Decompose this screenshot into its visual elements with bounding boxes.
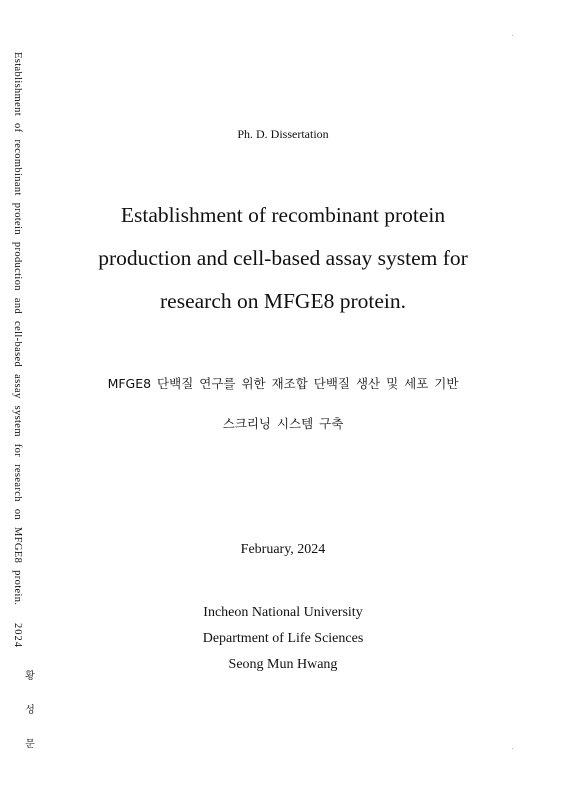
university: Incheon National University — [203, 605, 363, 620]
submission-date: February, 2024 — [240, 542, 326, 557]
author-name: Seong Mun Hwang — [228, 657, 338, 672]
spine-year: 2024 — [12, 623, 23, 648]
korean-title-line: MFGE8 단백질 연구를 위한 재조합 단백질 생산 및 세포 기반 — [107, 376, 459, 391]
degree-label: Ph. D. Dissertation — [237, 127, 329, 141]
title-line: research on MFGE8 protein. — [160, 289, 406, 313]
department: Department of Life Sciences — [202, 631, 364, 646]
korean-title-line: 스크리닝 시스템 구축 — [222, 416, 344, 431]
spine-author-char: 황 — [25, 671, 35, 682]
spine-author-char: 성 — [25, 705, 35, 716]
spine-title: Establishment of recombinant protein production and cell-based assay system for research on MFGE8 protein. — [12, 52, 23, 606]
scan-speck — [512, 35, 513, 36]
title-line: production and cell-based assay system for — [98, 246, 468, 270]
scan-speck — [512, 748, 513, 749]
spine-author-char: 문 — [25, 739, 35, 750]
title-line: Establishment of recombinant protein — [120, 203, 446, 227]
